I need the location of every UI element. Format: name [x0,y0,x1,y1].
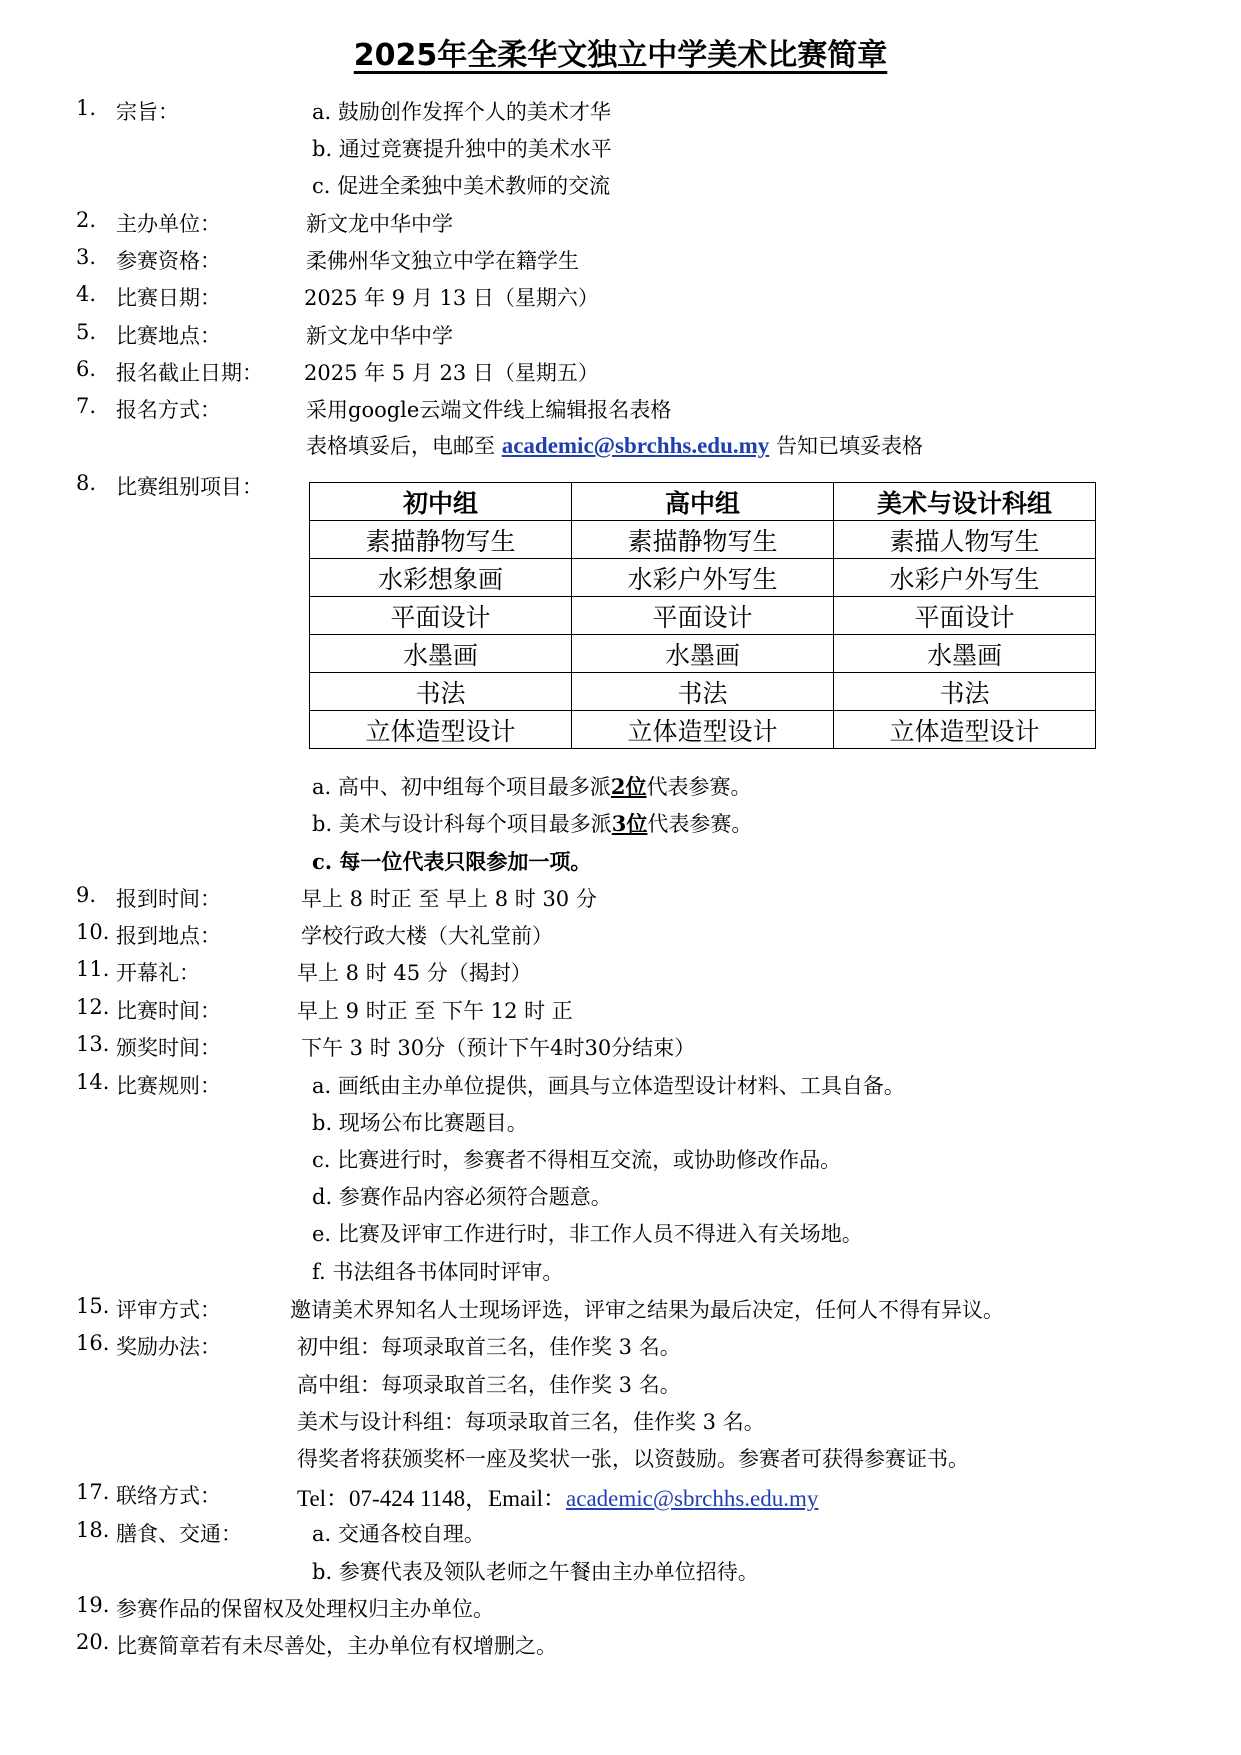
table-cell: 水墨画 [310,635,572,673]
rule-f: f. 书法组各书体同时评审。 [312,1260,564,1284]
table-cell: 素描静物写生 [310,521,572,559]
table-header: 初中组 [310,483,572,521]
table-cell: 立体造型设计 [572,711,834,749]
table-row [310,521,1096,559]
table-cell: 平面设计 [834,597,1096,635]
table-cell: 水彩想象画 [310,559,572,597]
contact-email-link[interactable]: academic@sbrchhs.edu.my [566,1486,819,1511]
rule-c: c. 比赛进行时，参赛者不得相互交流，或协助修改作品。 [312,1148,842,1172]
table-row [310,597,1096,635]
table-cell: 平面设计 [310,597,572,635]
rule-d: d. 参赛作品内容必须符合题意。 [312,1185,612,1209]
purpose-c: c. 促进全柔独中美术教师的交流 [312,174,611,198]
purpose-b: b. 通过竞赛提升独中的美术水平 [312,137,612,161]
table-cell: 水彩户外写生 [572,559,834,597]
document-title: 2025年全柔华文独立中学美术比赛简章 [353,38,888,73]
document-page: 2025年全柔华文独立中学美术比赛简章 1. 宗旨： a. 鼓励创作发挥个人的美术才华 b. 通过竞赛提升独中的美术水平 c. 促进全柔独中美术教师的交流 2. 主办单位： 新文龙中华中学 3. 参赛资格： 柔佛州华文独立中学在籍学生 4. 比赛日期： 2025 年 9 月 13 日（星期六） 5. 比赛地点： 新文龙中华中学 6. 报名截止日期： 2025 年 5 月 23 日（星期五） 7. 报名方式： 采用google云端文件线上编辑报名表格 表格填妥后，电邮至 academic@sbrchhs.edu.my 告知已填妥表格 8. 比赛组别项目： 初中组 高中组 美术与设计科组 素描静物写生 素描静物写生 素描人物写生 水彩想象画 水彩户外写生 水彩户外写生 平面设计 平面设计 平面设计 水墨画 水墨画 水墨画 书法 书法 书法 立体造型设计 立体造型设计 立体造型设计 a. 高中、初中组每个项目最多派2位代表参赛。 b. 美术与设计科每个项目最多派3位代表参赛。 c. 每一位代表只限参加一项。 9. 报到时间： 早上 8 时正 至 早上 8 时 30 分 10. 报到地点： 学校行政大楼（大礼堂前） 11. 开幕礼： 早上 8 时 45 分（揭封） 12. 比赛时间： 早上 9 时正 至 下午 12 时 正 13. 颁奖时间： 下午 3 时 30分（预计下午4时30分结束） 14. 比赛规则： a. 画纸由主办单位提供，画具与立体造型设计材料、工具自备。 b. 现场公布比赛题目。 c. 比赛进行时，参赛者不得相互交流，或协助修改作品。 d. 参赛作品内容必须符合题意。 e. 比赛及评审工作进行时，非工作人员不得进入有关场地。 f. 书法组各书体同时评审。 15. 评审方式： 邀请美术界知名人士现场评选，评审之结果为最后决定，任何人不得有异议。 16. 奖励办法： 初中组：每项录取首三名，佳作奖 3 名。 高中组：每项录取首三名，佳作奖 3 名。 美术与设计科组：每项录取首三名，佳作奖 3 名。 得奖者将获颁奖杯一座及奖状一张，以资鼓励。参赛者可获得参赛证书。 17. 联络方式： Tel：07-424 1148，Email：academic@sbrchhs.edu.my 18. 膳食、交通： a. 交通各校自理。 b. 参赛代表及领队老师之午餐由主办单位招待。 19. 参赛作品的保留权及处理权归主办单位。 20. 比赛简章若有未尽善处，主办单位有权增删之。 [0,0,1241,1755]
table-cell: 素描静物写生 [572,521,834,559]
table-row [310,559,1096,597]
table-cell: 水墨画 [572,635,834,673]
rule-e: e. 比赛及评审工作进行时，非工作人员不得进入有关场地。 [312,1222,863,1246]
table-cell: 立体造型设计 [310,711,572,749]
table-cell: 素描人物写生 [834,521,1096,559]
table-cell: 水彩户外写生 [834,559,1096,597]
category-table [309,482,1096,749]
registration-email-link[interactable]: academic@sbrchhs.edu.my [501,433,770,458]
table-cell: 水墨画 [834,635,1096,673]
table-cell: 书法 [310,673,572,711]
rule-b: b. 现场公布比赛题目。 [312,1111,528,1135]
table-cell: 书法 [572,673,834,711]
rule-a: a. 画纸由主办单位提供，画具与立体造型设计材料、工具自备。 [312,1074,905,1098]
table-cell: 书法 [834,673,1096,711]
table-header: 高中组 [572,483,834,521]
table-cell: 平面设计 [572,597,834,635]
table-header-row [310,483,1096,521]
purpose-a: a. 鼓励创作发挥个人的美术才华 [312,100,611,124]
table-header: 美术与设计科组 [834,483,1096,521]
table-row [310,673,1096,711]
table-row [310,711,1096,749]
table-cell: 立体造型设计 [834,711,1096,749]
table-row [310,635,1096,673]
